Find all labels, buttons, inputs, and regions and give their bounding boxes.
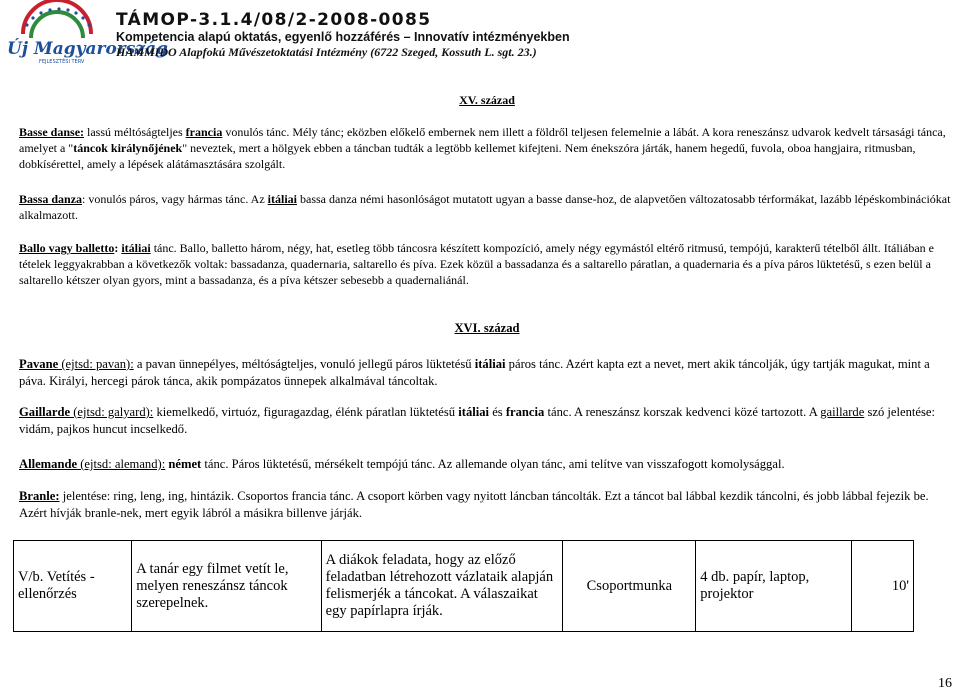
paragraph-ballo: Ballo vagy balletto: itáliai tánc. Ballo, balletto három, négy, hat, esetleg több táncosra készített kompozíció, amely négy egymástól eltérő ritmusú, tempójú, karakterű tételből állt. Itáliában e tételek leggyakrabban a következők voltak: bassadanza, quadernaria, saltarello és píva. Ezek közül a bassadanza és a saltarello páratlan, a quadernaria és a píva páros lüktetésű, s ezen belül a saltarello kétszer olyan gyors, mint a bassadanza, és a píva kétszer sebesebb a quadernaliánál. (19, 241, 934, 287)
term-ballo: Ballo vagy balletto (19, 241, 115, 255)
uj-magyarorszag-logo (3, 4, 168, 66)
heading-xv-century: XV. század (459, 93, 515, 107)
cell-student-activity: A diákok feladata, hogy az előző feladatban létrehozott vázlataik alapján felismerjék a táncokat. A válaszaikat egy papírlapra írják. (321, 541, 563, 632)
project-subtitle: Kompetencia alapú oktatás, egyenlő hozzáférés – Innovatív intézményekben (116, 30, 570, 44)
heading-xvi-century: XVI. század (454, 321, 520, 335)
cell-method: Csoportmunka (563, 541, 696, 632)
paragraph-branle: Branle: jelentése: ring, leng, ing, hintázik. Csoportos francia tánc. A csoport körben vagy nyitott láncban táncolták. Ezt a táncot bal lábbal kezdik táncolni, és jobb lábbal fejezik be. Azért hívják branle-nek, mert egyik lábról a másikra billenve járják. (19, 489, 929, 520)
page-header (0, 0, 960, 70)
header-text (116, 10, 736, 60)
institution-name: HAMMIDO Alapfokú Művészetoktatási Intézmény (6722 Szeged, Kossuth L. sgt. 23.) (116, 45, 537, 59)
paragraph-bassa-danza: Bassa danza: vonulós páros, vagy hármas tánc. Az itáliai bassa danza némi hasonlóságot mutatott ugyan a basse danse-hoz, de alapvetően változatosabb térformákat, lazább lépéskombinációkat alkalmazott. (19, 192, 951, 222)
paragraph-pavane: Pavane (ejtsd: pavan): a pavan ünnepélyes, méltóságteljes, vonuló jellegű páros lüktetésű itáliai páros tánc. Azért kapta ezt a nevet, mert akik táncolják, úgy tartják magukat, mint a páva. Királyi, hercegi párok tánca, akik pompázatos ünnepek alkalmával táncoltak. (19, 357, 930, 388)
term-branle: Branle: (19, 489, 60, 503)
cell-teacher-activity: A tanár egy filmet vetít le, melyen reneszánsz táncok szerepelnek. (132, 541, 321, 632)
paragraph-gaillarde: Gaillarde (ejtsd: galyard): kiemelkedő, virtuóz, figuragazdag, élénk páratlan lüktetésű itáliai és francia tánc. A reneszánsz korszak kedvenci közé tartozott. A gaillarde szó jelentése: vidám, pajkos huncut incselkedő. (19, 405, 935, 436)
logo-title: Új Magyarország (7, 39, 168, 59)
word-italiai: itáliai (474, 357, 506, 371)
term-gaillarde: Gaillarde (19, 405, 71, 419)
lesson-plan-table (13, 540, 914, 632)
word-italiai: itáliai (121, 241, 151, 255)
table-row (14, 541, 914, 632)
bold-tancok-kiralynoje: táncok királynőjének (73, 141, 183, 155)
word-italiai: itáliai (458, 405, 490, 419)
term-basse-danse: Basse danse: (19, 125, 85, 139)
logo-subtitle: FEJLESZTÉSI TERV (39, 59, 85, 65)
paragraph-basse-danse: Basse danse: lassú méltóságteljes francia vonulós tánc. Mély tánc; eközben előkelő embernek nem illett a földről teljesen felemelnie a lábát. A kora reneszánsz udvarok kedvelt társasági tánca, amelyet a "táncok királynőjének" neveztek, mert a hölgyek ebben a táncban tudták a legtöbb kellemet kifejteni. Nem énekszóra járták, hanem hegedű, fuvola, oboa hangjaira, ritmusban, dobkísérettel, amely a lépések alátámasztására szolgált. (19, 125, 946, 171)
term-bassa-danza: Bassa danza (19, 192, 83, 206)
word-francia: francia (505, 405, 545, 419)
term-allemande: Allemande (19, 457, 78, 471)
word-italiai: itáliai (267, 192, 297, 206)
paragraph-allemande: Allemande (ejtsd: alemand): német tánc. Páros lüktetésű, mérsékelt tempójú tánc. Az allemande olyan tánc, ami telítve van visszafogott komolysággal. (19, 457, 785, 471)
word-nemet: német (165, 457, 202, 471)
project-code: TÁMOP-3.1.4/08/2-2008-0085 (116, 10, 432, 30)
cell-tools: 4 db. papír, laptop, projektor (696, 541, 852, 632)
cell-time: 10' (852, 541, 914, 632)
word-francia: francia (185, 125, 223, 139)
cell-phase: V/b. Vetítés - ellenőrzés (14, 541, 132, 632)
page-number: 16 (938, 676, 952, 691)
term-pavane: Pavane (19, 357, 59, 371)
word-gaillarde: gaillarde (820, 405, 865, 419)
